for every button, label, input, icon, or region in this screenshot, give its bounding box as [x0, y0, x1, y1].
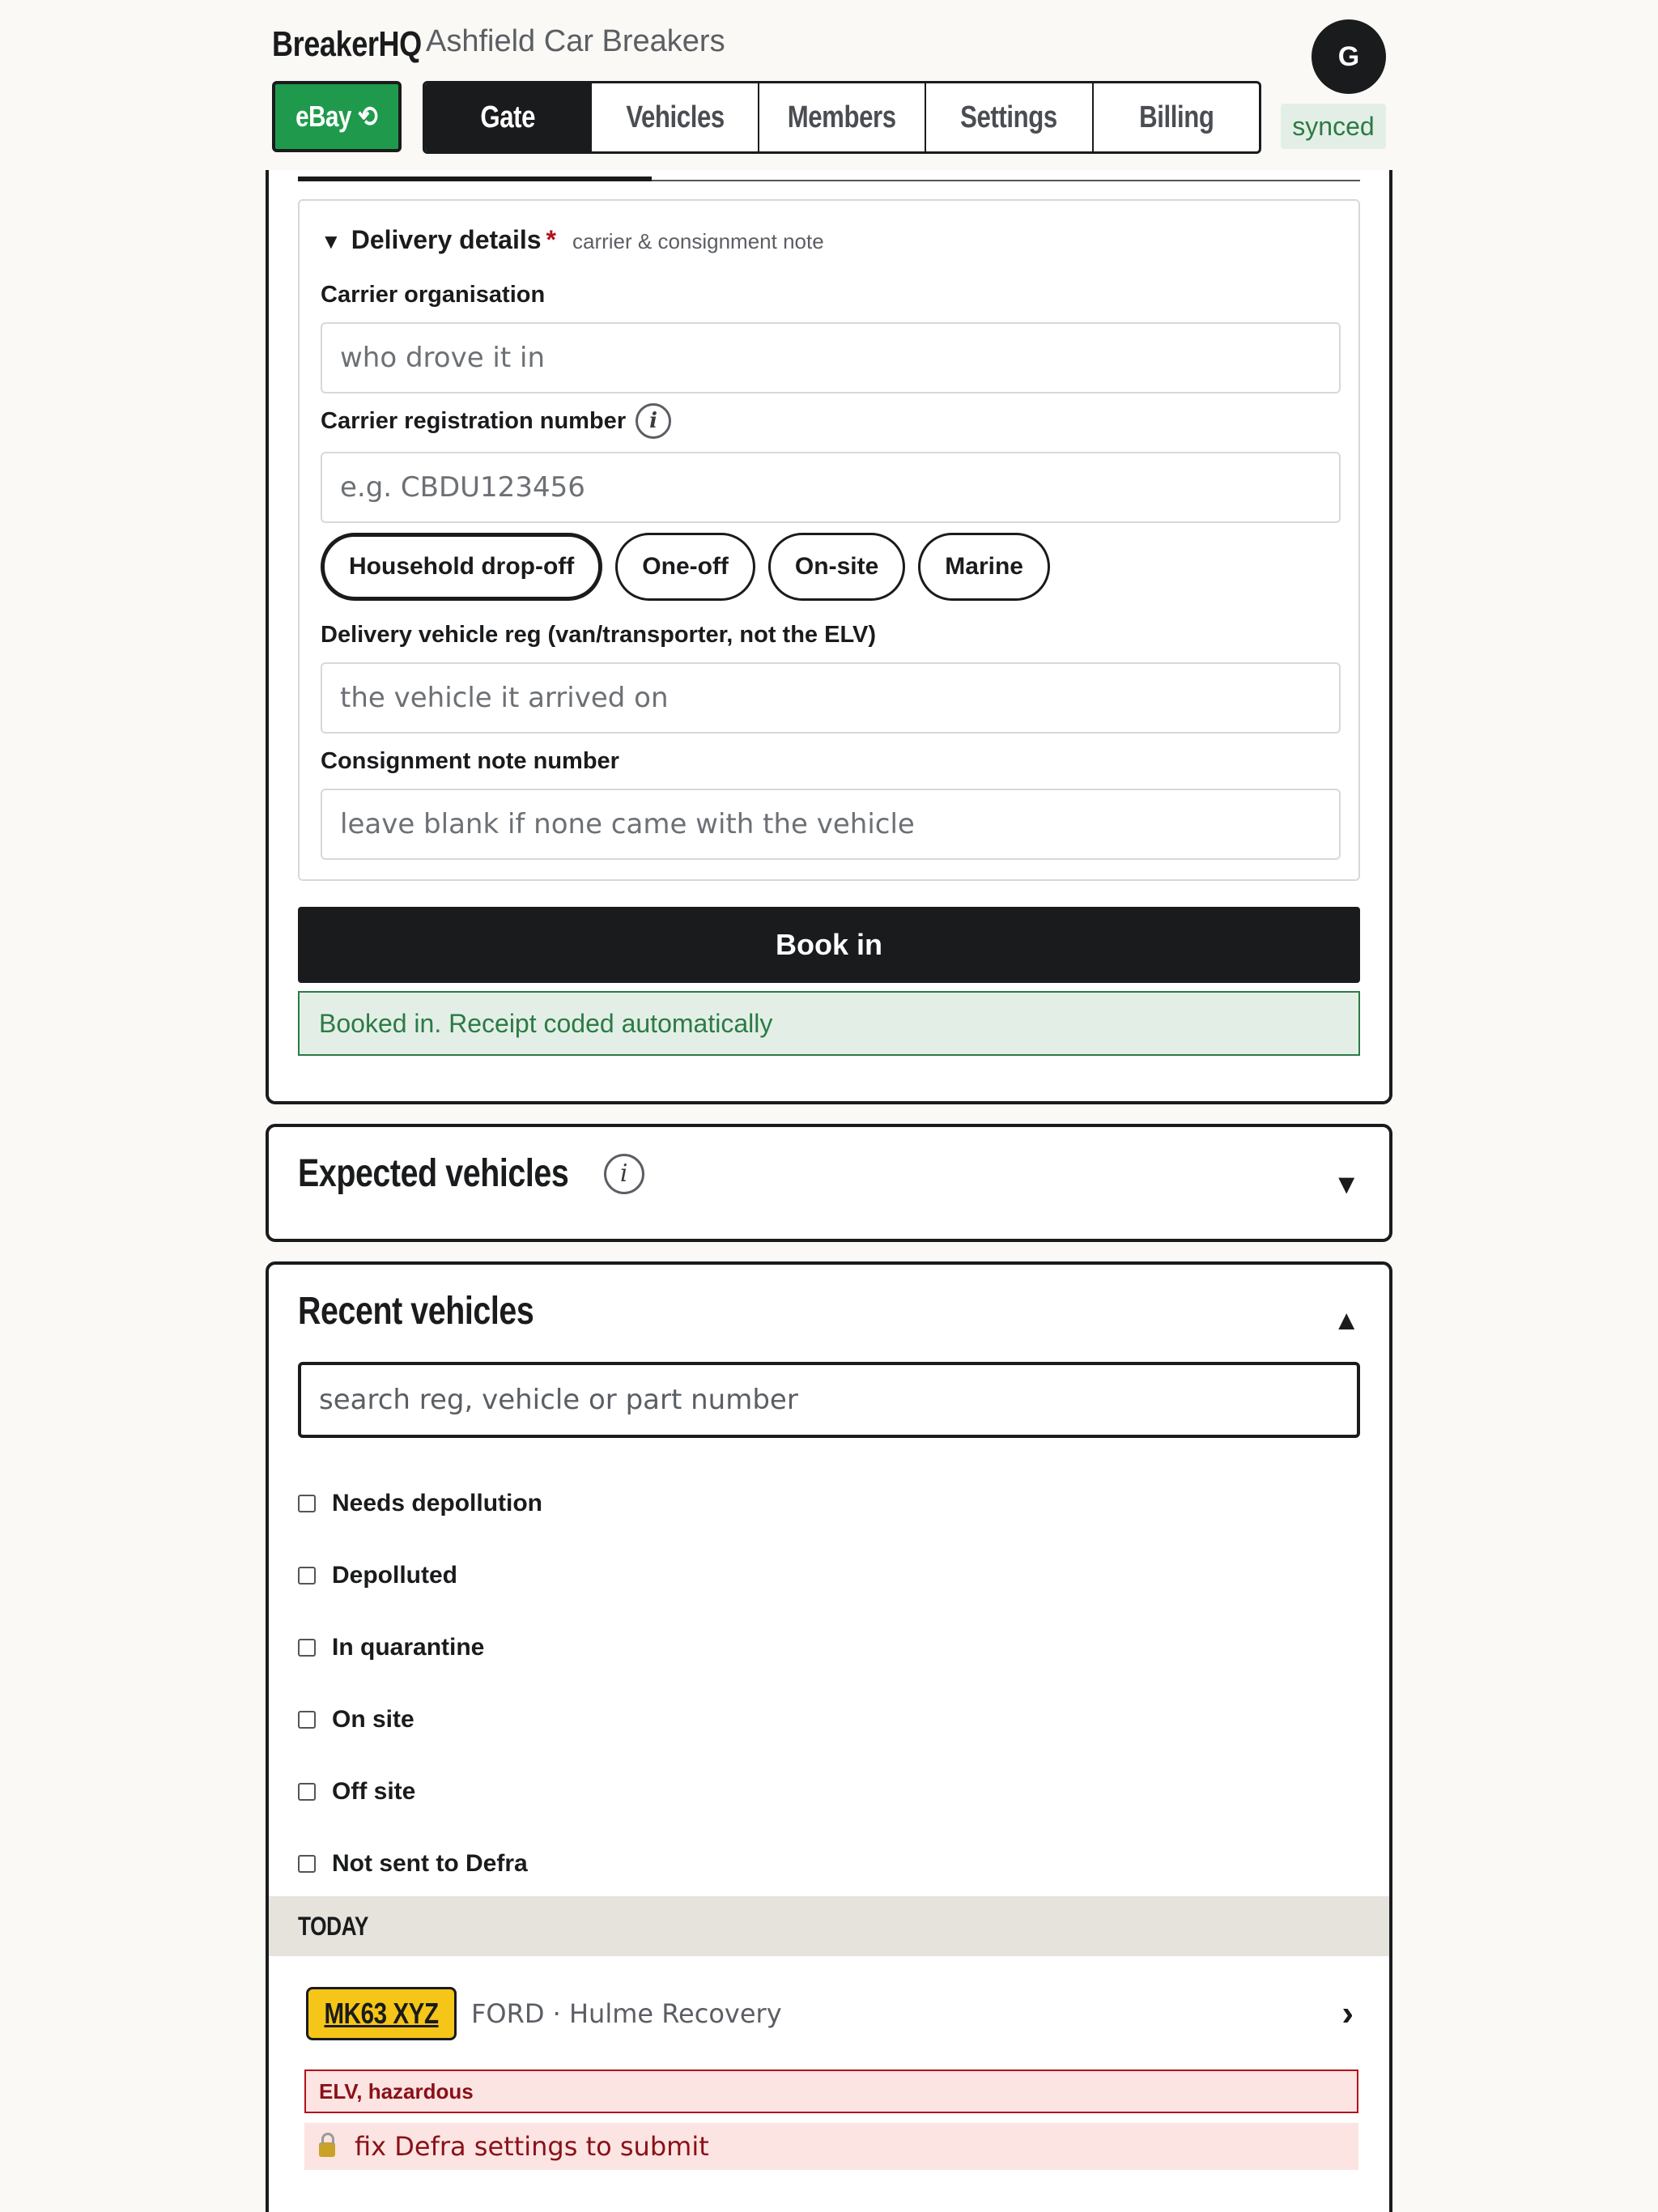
filter-label: In quarantine — [332, 1633, 485, 1661]
checkbox[interactable] — [298, 1567, 316, 1585]
triangle-down-icon: ▼ — [321, 229, 342, 253]
carrier-type-one-off[interactable]: One-off — [615, 533, 755, 601]
sync-status-badge: synced — [1281, 104, 1386, 149]
form-tab-2[interactable] — [652, 175, 1005, 181]
chevron-down-icon[interactable]: ▼ — [1333, 1169, 1360, 1200]
carrier-type-options — [321, 533, 1050, 601]
reg-text: MK63 XYZ — [324, 1997, 439, 2030]
consignment-input[interactable]: leave blank if none came with the vehicle — [321, 789, 1341, 860]
form-tab-3[interactable] — [1006, 175, 1360, 181]
expected-vehicles-card[interactable] — [266, 1124, 1392, 1242]
vehicle-reg-label: Delivery vehicle reg (van/transporter, not the ELV) — [321, 622, 877, 648]
required-marker: * — [546, 225, 556, 254]
defra-warning[interactable] — [304, 2123, 1358, 2170]
app-header — [0, 0, 1658, 170]
filter-not-sent-to-defra[interactable] — [298, 1827, 542, 1899]
delivery-details-subtitle: carrier & consignment note — [572, 229, 824, 253]
carrier-type-household[interactable]: Household drop-off — [321, 533, 602, 601]
vehicle-reg-input[interactable]: the vehicle it arrived on — [321, 662, 1341, 734]
filter-needs-depollution[interactable] — [298, 1467, 542, 1539]
carrier-type-on-site[interactable]: On-site — [768, 533, 905, 601]
recent-vehicles-title: Recent vehicles — [298, 1290, 534, 1333]
vehicle-description: FORD · Hulme Recovery — [471, 1998, 782, 2029]
tab-billing[interactable]: Billing — [1092, 83, 1259, 151]
info-icon[interactable]: i — [604, 1154, 644, 1194]
success-message: Booked in. Receipt coded automatically — [298, 991, 1360, 1056]
checkbox[interactable] — [298, 1783, 316, 1801]
filter-depolluted[interactable] — [298, 1539, 542, 1611]
delivery-details-toggle[interactable] — [321, 225, 824, 255]
carrier-reg-input[interactable]: e.g. CBDU123456 — [321, 452, 1341, 523]
tab-vehicles[interactable]: Vehicles — [590, 83, 757, 151]
status-filters — [298, 1467, 542, 1899]
carrier-type-marine[interactable]: Marine — [918, 533, 1050, 601]
delivery-details-section — [298, 199, 1360, 881]
group-header-today — [269, 1896, 1389, 1956]
form-tab-1[interactable] — [298, 175, 652, 181]
delivery-details-title: Delivery details — [351, 225, 542, 254]
carrier-org-label: Carrier organisation — [321, 282, 546, 308]
tab-gate[interactable]: Gate — [425, 83, 590, 151]
brand-logo[interactable]: BreakerHQ — [272, 24, 422, 64]
chevron-up-icon[interactable]: ▲ — [1333, 1305, 1360, 1336]
filter-label: Depolluted — [332, 1561, 457, 1589]
search-input[interactable]: search reg, vehicle or part number — [298, 1362, 1360, 1438]
carrier-org-input[interactable]: who drove it in — [321, 322, 1341, 393]
checkbox[interactable] — [298, 1495, 316, 1512]
filter-in-quarantine[interactable] — [298, 1611, 542, 1683]
expected-vehicles-title: Expected vehicles — [298, 1152, 569, 1195]
checkbox[interactable] — [298, 1855, 316, 1873]
checkbox[interactable] — [298, 1639, 316, 1657]
reg-plate — [306, 1987, 457, 2040]
expected-vehicles-heading — [298, 1151, 644, 1196]
checkbox[interactable] — [298, 1711, 316, 1729]
book-in-card — [266, 97, 1392, 1104]
filter-label: Not sent to Defra — [332, 1849, 528, 1877]
group-label: TODAY — [298, 1911, 368, 1941]
main-tabs — [423, 81, 1261, 154]
filter-off-site[interactable] — [298, 1755, 542, 1827]
filter-label: Off site — [332, 1777, 416, 1805]
info-icon[interactable]: i — [636, 403, 671, 439]
form-section-tabs — [298, 175, 1360, 181]
recent-vehicles-card — [266, 1261, 1392, 2212]
filter-label: Needs depollution — [332, 1489, 543, 1516]
carrier-reg-label-row — [321, 403, 671, 439]
book-in-button[interactable]: Book in — [298, 907, 1360, 983]
avatar[interactable]: G — [1312, 19, 1386, 94]
tab-members[interactable]: Members — [758, 83, 925, 151]
recent-vehicles-heading — [298, 1289, 585, 1334]
status-badge: ELV, hazardous — [304, 2069, 1358, 2113]
carrier-reg-label: Carrier registration number — [321, 407, 627, 434]
consignment-label: Consignment note number — [321, 748, 619, 774]
filter-label: On site — [332, 1705, 414, 1733]
lock-icon — [319, 2142, 335, 2157]
vehicle-row[interactable] — [269, 1977, 1389, 2074]
tab-settings[interactable]: Settings — [925, 83, 1091, 151]
chevron-right-icon[interactable]: › — [1341, 1993, 1354, 2033]
ebay-sync-button[interactable]: eBay ⟲ — [272, 81, 402, 152]
filter-on-site[interactable] — [298, 1683, 542, 1755]
org-name: Ashfield Car Breakers — [426, 24, 725, 58]
defra-warning-text: fix Defra settings to submit — [355, 2131, 709, 2162]
